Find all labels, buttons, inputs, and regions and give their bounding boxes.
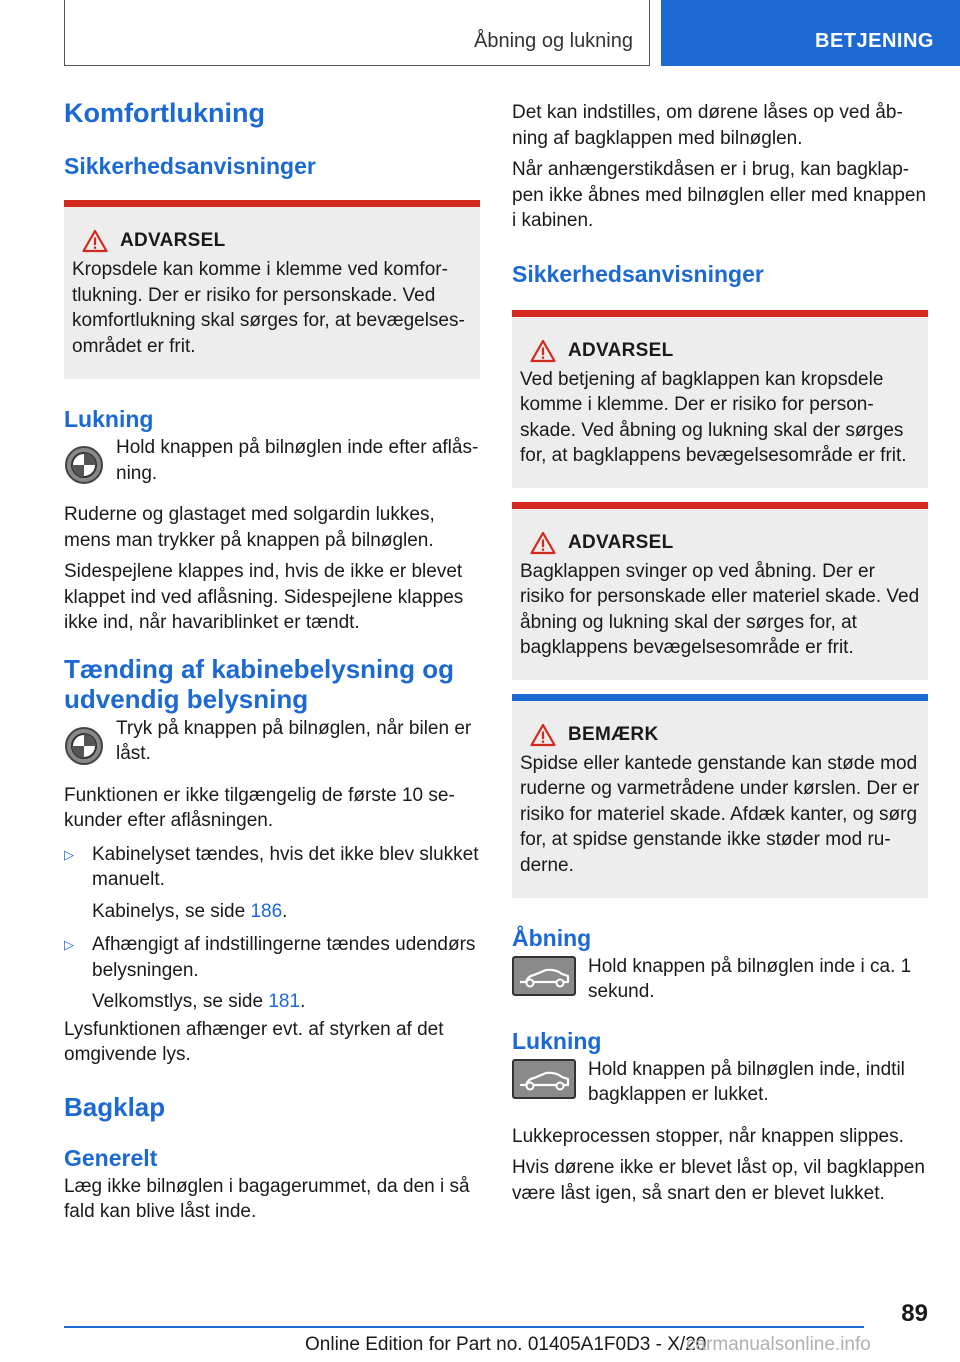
heading-aabning: Åbning (512, 924, 592, 951)
warning-triangle-icon (530, 531, 556, 555)
heading-sikkerhedsanvisninger: Sikkerhedsanvisninger (64, 153, 316, 179)
heading-komfortlukning: Komfortlukning (64, 98, 265, 128)
warning-title: ADVARSEL (568, 339, 674, 361)
warning-box (512, 502, 928, 680)
key-instruction-row (512, 954, 928, 1005)
warning-text: Ved betjening af bagklappen kan kropsdele komme i klemme. Der er risiko for personskade. Ved åbning og lukning skal der sørges for, at bagklappens bevægelsesområde er frit. (520, 368, 907, 466)
lukning-instruction: Hold knappen på bilnøglen inde, indtil bagklappen er lukket. (588, 1058, 905, 1105)
tailgate-button-icon (512, 956, 576, 996)
list-item (64, 842, 480, 893)
bullet-reference: Kabinelys, se side 186. (92, 900, 288, 922)
triangle-bullet-icon: ▷ (64, 846, 74, 862)
heading-generelt: Generelt (64, 1144, 158, 1171)
paragraph-anhaenger: Når anhængerstikdåsen er i brug, kan bagklappen ikke åbnes med bilnøglen eller med knappen i kabinen. (512, 159, 927, 231)
paragraph-lukkeprocessen: Lukkeprocessen stopper, når knappen slippes. (512, 1125, 904, 1147)
header-section-box (64, 0, 650, 66)
taending-instruction: Tryk på knappen på bilnøglen, når bilen er låst. (116, 717, 472, 764)
bullet-text: Afhængigt af indstillingerne tændes udendørs belysningen. (92, 934, 476, 981)
warning-box (64, 200, 480, 379)
key-instruction-row (64, 435, 480, 486)
heading-bagklap: Bagklap (64, 1091, 166, 1122)
page-link-186[interactable]: 186 (250, 900, 283, 922)
warning-text: Bagklappen svinger op ved åbning. Der er risiko for personskade eller materiel skade. Ved åbning og lukning skal der sørges for, at bagklappens bevægelsesområde er frit. (520, 560, 920, 658)
left-column (64, 98, 480, 1225)
bmw-key-button-icon (64, 445, 104, 485)
bullet-text: Kabinelyset tændes, hvis det ikke blev slukket manuelt. (92, 843, 479, 890)
warning-triangle-icon (82, 229, 108, 253)
footer-divider (64, 1326, 864, 1328)
paragraph-ruder: Ruderne og glastaget med solgardin lukkes, mens man trykker på knappen på bilnøglen. (64, 504, 435, 551)
heading-sikkerhedsanvisninger: Sikkerhedsanvisninger (512, 260, 764, 287)
reference-label: Kabinelys, se side (92, 900, 246, 922)
footer-watermark: carmanualsonline.info (686, 1334, 871, 1355)
paragraph-indstilles: Det kan indstilles, om dørene låses op ved åbning af bagklappen med bilnøglen. (512, 102, 903, 149)
warning-text: Kropsdele kan komme i klemme ved komfortlukning. Der er risiko for personskade. Ved komfortlukning skal sørges for, at bevægelsesområdet er frit. (72, 259, 465, 357)
reference-label: Velkomstlys, se side (92, 991, 264, 1012)
paragraph-sidespejle: Sidespejlene klappes ind, hvis de ikke er blevet klappet ind ved aflåsning. Sidespejlene klappes ikke ind, når havariblinket er tændt. (64, 561, 464, 633)
header-section-title: Åbning og lukning (473, 30, 633, 52)
warning-title: ADVARSEL (120, 230, 226, 251)
note-text: Spidse eller kantede genstande kan støde mod ruderne og varmetrådene under kørslen. Der er risiko for materiel skade. Afdæk kanter, og sørg for, at spidse genstande ikke støder mod ruderne. (520, 752, 920, 876)
heading-lukning: Lukning (64, 406, 154, 432)
note-box (512, 694, 928, 898)
key-instruction-row (64, 716, 480, 767)
header-chapter-label: BETJENING (815, 30, 934, 52)
heading-lukning: Lukning (512, 1027, 602, 1054)
list-item (64, 932, 480, 983)
key-instruction-row (512, 1057, 928, 1108)
paragraph-funktion: Funktionen er ikke tilgængelig de første 10 sekunder efter aflåsningen. (64, 784, 455, 831)
bmw-key-button-icon (64, 726, 104, 766)
tailgate-button-icon (512, 1059, 576, 1099)
note-triangle-icon (530, 723, 556, 747)
page-link-181[interactable]: 181 (268, 991, 301, 1012)
paragraph-lysfunktion: Lysfunktionen afhænger evt. af styrken af det omgivende lys. (64, 1018, 444, 1065)
bullet-reference: Velkomstlys, se side 181. (92, 991, 306, 1012)
page-number: 89 (901, 1300, 928, 1327)
triangle-bullet-icon: ▷ (64, 937, 74, 952)
lukning-instruction: Hold knappen på bilnøglen inde efter aflåsning. (116, 437, 479, 484)
warning-box (512, 310, 928, 488)
paragraph-doere: Hvis dørene ikke er blevet låst op, vil bagklappen være låst igen, så snart den er blevet lukket. (512, 1157, 925, 1204)
paragraph-generelt: Læg ikke bilnøglen i bagagerummet, da den i så fald kan blive låst inde. (64, 1175, 470, 1222)
note-title: BEMÆRK (568, 723, 659, 745)
right-column (512, 100, 928, 1206)
warning-title: ADVARSEL (568, 531, 674, 553)
warning-triangle-icon (530, 339, 556, 363)
header-chapter-tab (661, 0, 960, 66)
footer-edition: Online Edition for Part no. 01405A1F0D3 - X/20 (305, 1334, 707, 1355)
heading-taending-belysning: Tænding af kabinebelysning og udvendig belysning (64, 653, 455, 714)
aabning-instruction: Hold knappen på bilnøglen inde i ca. 1 sekund. (588, 955, 912, 1002)
